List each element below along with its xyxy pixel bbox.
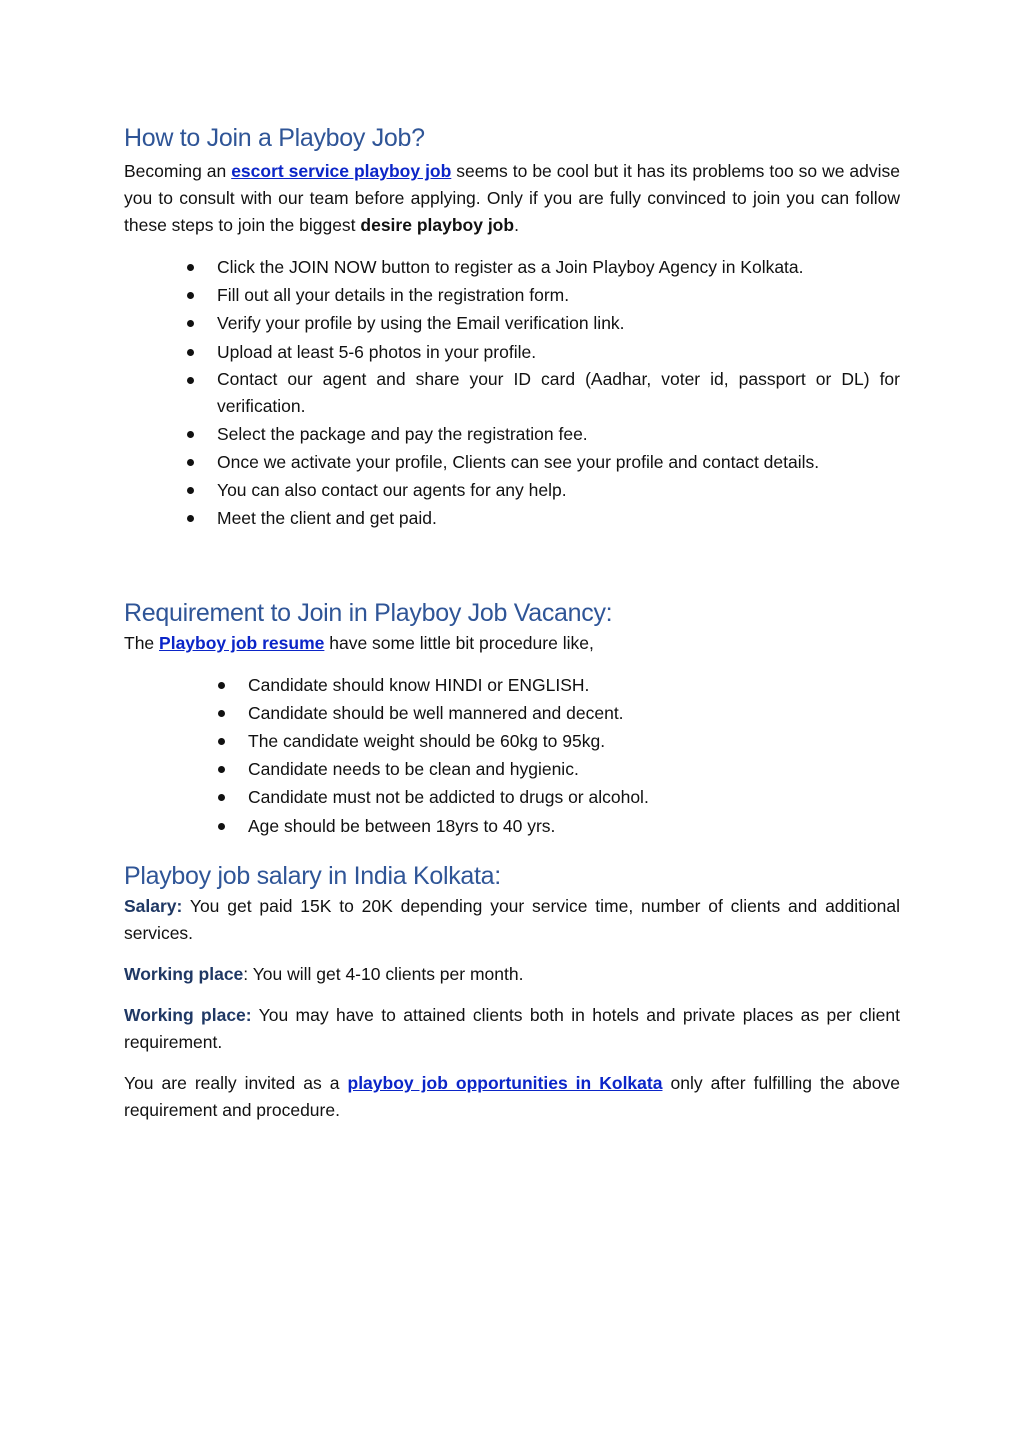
list-item: Select the package and pay the registration fee.	[124, 420, 900, 448]
intro-text-end: .	[514, 215, 519, 235]
list-item: Fill out all your details in the registration form.	[124, 281, 900, 309]
intro-bold-text: desire playboy job	[360, 215, 515, 235]
steps-list	[124, 253, 900, 533]
requirement-text-2: have some little bit procedure like,	[324, 632, 594, 653]
requirements-list	[124, 671, 900, 840]
intro-text-1: Becoming an	[124, 161, 232, 181]
list-item: Candidate needs to be clean and hygienic.	[124, 755, 900, 783]
heading-how-to-join: How to Join a Playboy Job?	[124, 124, 425, 152]
working-place-paragraph-1	[124, 961, 900, 988]
closing-text-1: You are really invited as a	[124, 1072, 348, 1093]
intro-text-2: seems to be cool but it has its problems too so we advise you to consult with our team before applying. Only if you are fully convinced to join you can follow these steps to join the biggest	[124, 161, 900, 235]
intro-paragraph	[124, 158, 900, 239]
closing-paragraph	[124, 1070, 900, 1124]
link-playboy-job-opportunities-kolkata[interactable]: playboy job opportunities in Kolkata	[347, 1072, 663, 1093]
document-page	[124, 122, 900, 1124]
list-item: Contact our agent and share your ID card (Aadhar, voter id, passport or DL) for verification.	[124, 366, 900, 420]
working-place-text-1: : You will get 4-10 clients per month.	[243, 963, 524, 984]
list-item: Meet the client and get paid.	[124, 504, 900, 532]
salary-label: Salary:	[124, 895, 183, 916]
list-item: Once we activate your profile, Clients can see your profile and contact details.	[124, 448, 900, 476]
list-item: Candidate must not be addicted to drugs or alcohol.	[124, 783, 900, 811]
list-item: Upload at least 5-6 photos in your profile.	[124, 338, 900, 366]
salary-text: You get paid 15K to 20K depending your service time, number of clients and additional services.	[124, 895, 900, 943]
closing-text-2: only after fulfilling the above requirement and procedure.	[124, 1072, 900, 1120]
working-place-text-2: You may have to attained clients both in hotels and private places as per client requirement.	[124, 1004, 900, 1052]
working-place-label-2: Working place:	[124, 1004, 252, 1025]
list-item: You can also contact our agents for any help.	[124, 476, 900, 504]
list-item: Candidate should know HINDI or ENGLISH.	[124, 671, 900, 699]
requirement-text-1: The	[124, 632, 160, 653]
list-item: Click the JOIN NOW button to register as a Join Playboy Agency in Kolkata.	[124, 253, 900, 281]
working-place-label-1: Working place	[124, 963, 244, 984]
link-playboy-job-resume[interactable]: Playboy job resume	[159, 632, 325, 653]
salary-paragraph	[124, 893, 900, 947]
list-item: The candidate weight should be 60kg to 95kg.	[124, 727, 900, 755]
list-item: Verify your profile by using the Email verification link.	[124, 309, 900, 337]
link-escort-service-playboy-job[interactable]: escort service playboy job	[231, 161, 452, 181]
heading-requirement: Requirement to Join in Playboy Job Vacancy:	[124, 598, 613, 627]
requirement-intro	[124, 630, 900, 657]
list-item: Candidate should be well mannered and decent.	[124, 699, 900, 727]
list-item: Age should be between 18yrs to 40 yrs.	[124, 812, 900, 840]
working-place-paragraph-2	[124, 1002, 900, 1056]
heading-salary: Playboy job salary in India Kolkata:	[124, 861, 501, 890]
